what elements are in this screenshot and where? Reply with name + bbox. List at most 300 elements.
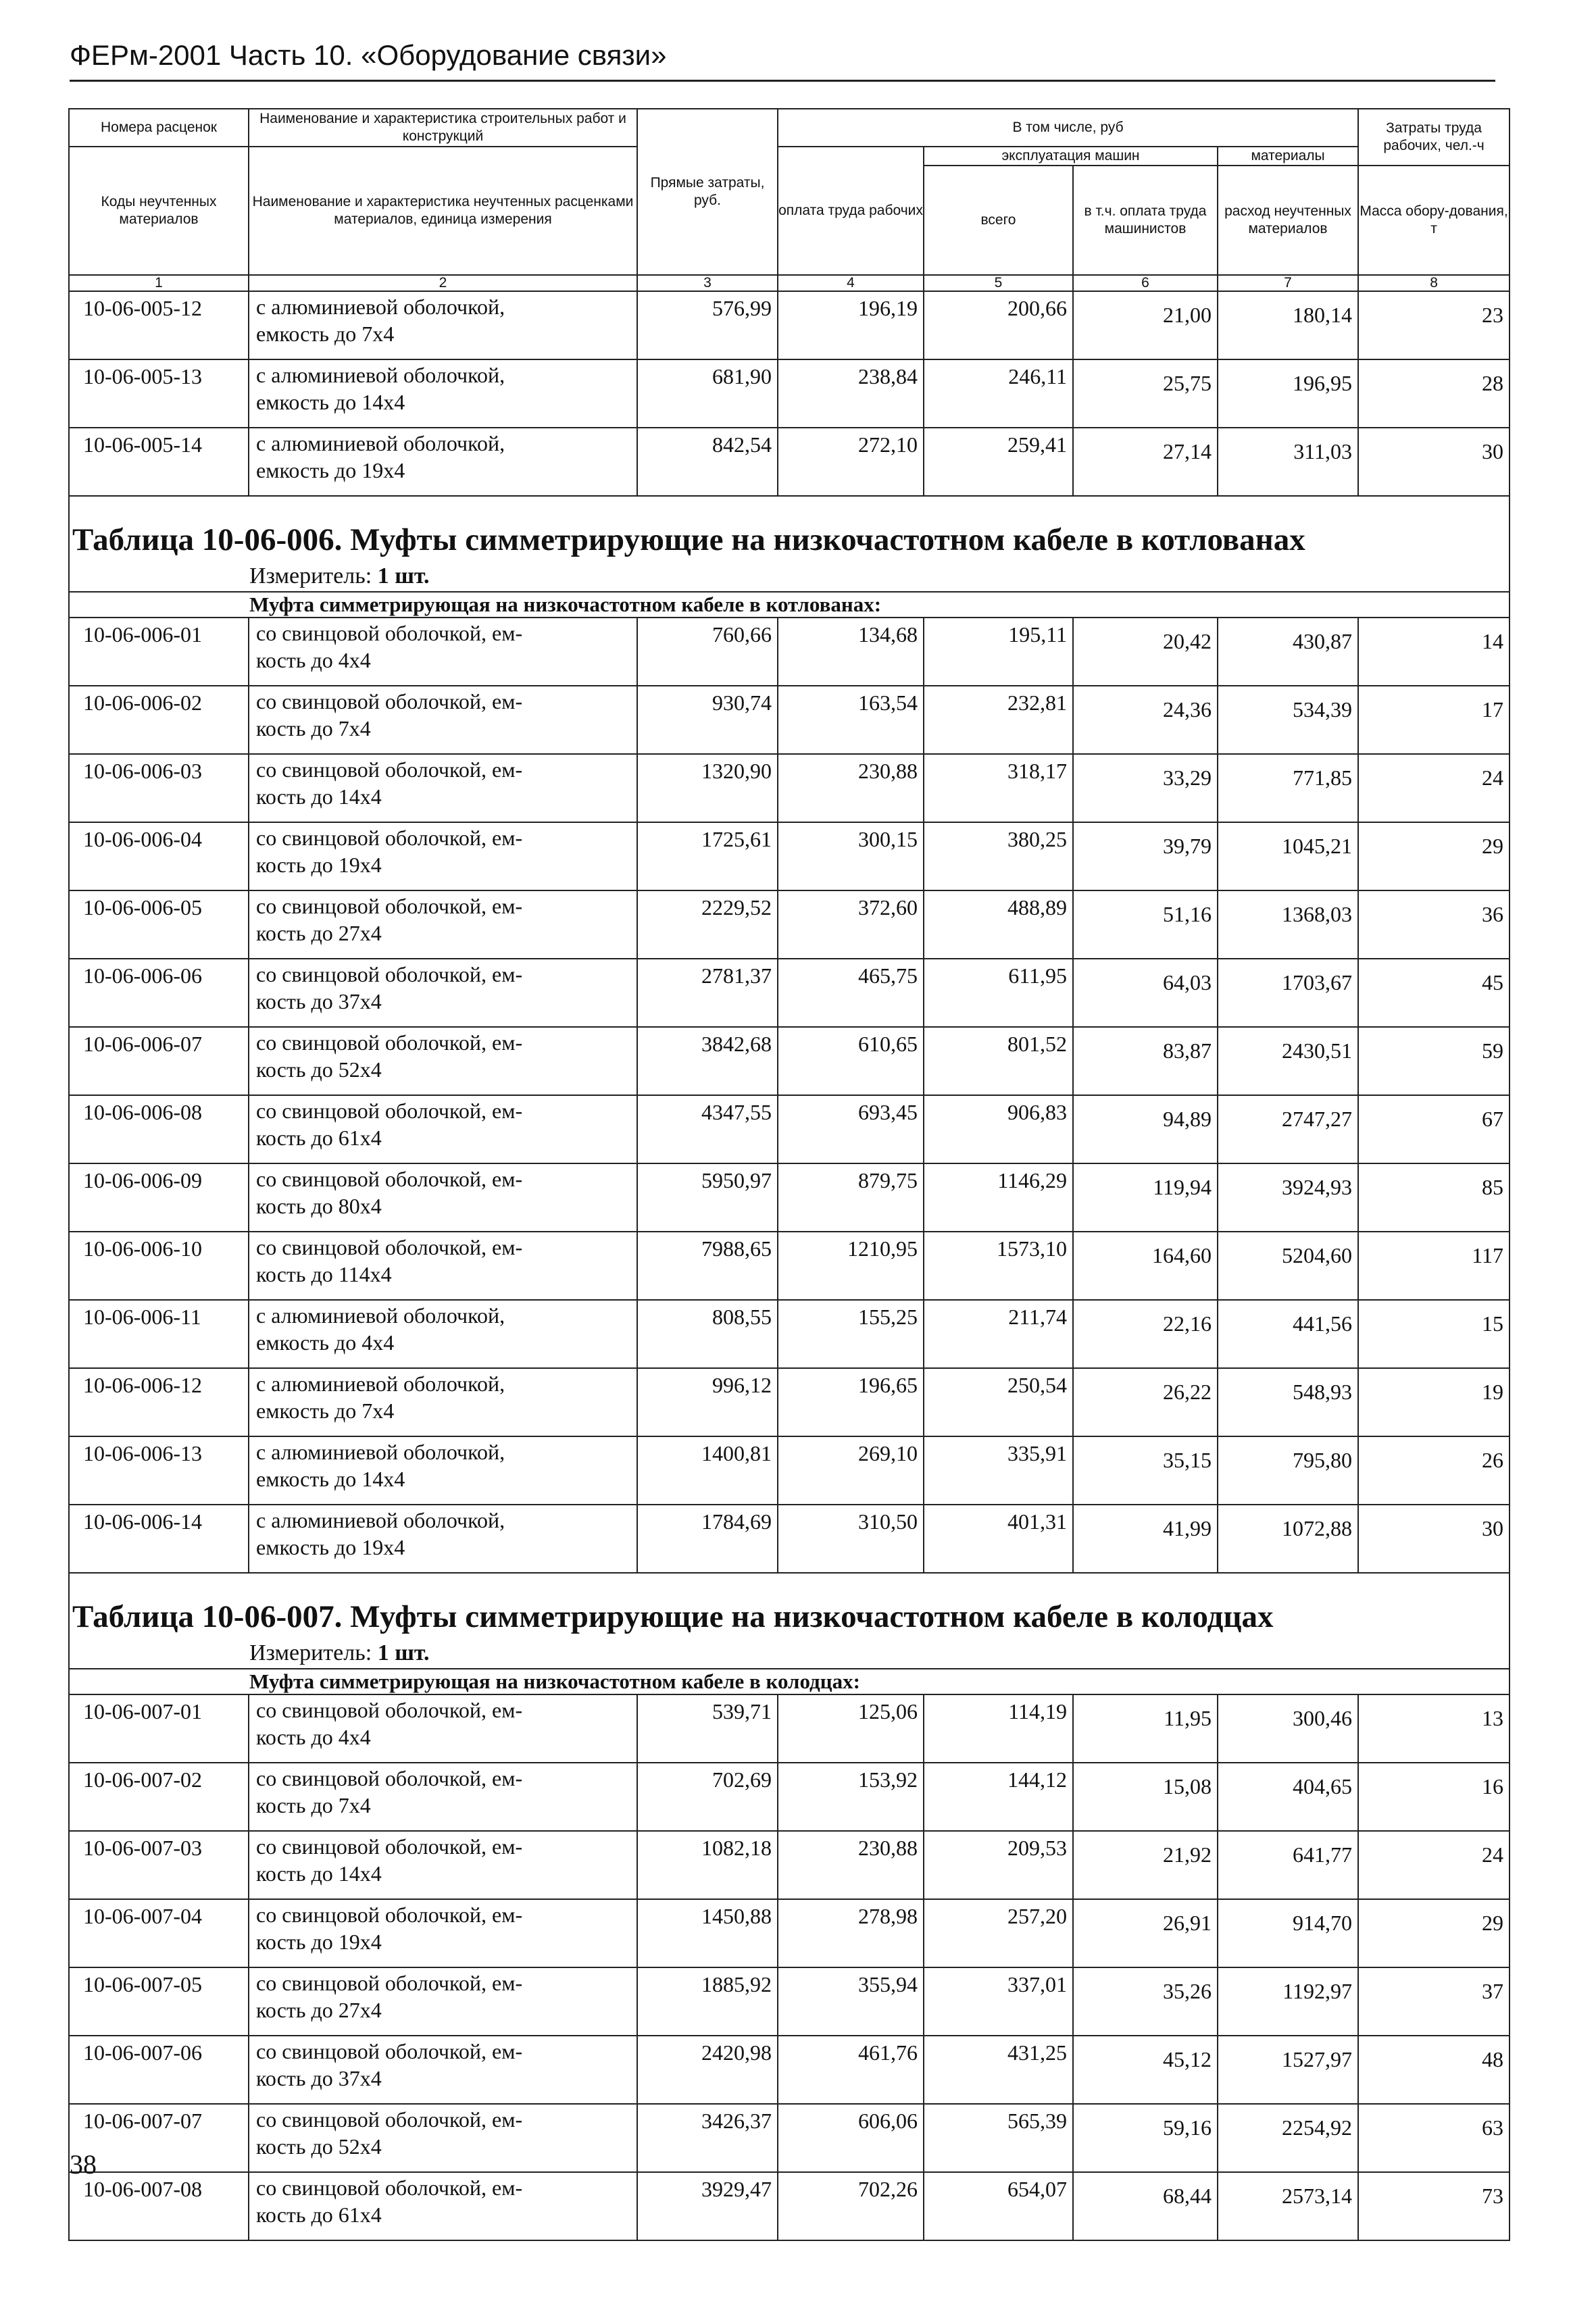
direct-costs-value: 1400,81 (637, 1436, 778, 1505)
machinist-wages-value: 68,44 (1073, 2172, 1218, 2240)
direct-costs-value: 2229,52 (637, 890, 778, 959)
machinist-wages-value: 45,12 (1073, 2036, 1218, 2104)
page-number: 38 (70, 2149, 97, 2180)
machines-total-value: 1146,29 (924, 1163, 1073, 1232)
materials-value: 441,56 (1218, 1300, 1358, 1368)
materials-value: 795,80 (1218, 1436, 1358, 1505)
labor-value: 59 (1358, 1027, 1510, 1095)
rate-code: 10-06-006-07 (69, 1027, 249, 1095)
wages-value: 125,06 (778, 1694, 924, 1763)
direct-costs-value: 996,12 (637, 1368, 778, 1436)
description-line-2: кость до 37х4 (256, 989, 382, 1014)
description-line-2: кость до 61х4 (256, 2203, 382, 2228)
wages-value: 610,65 (778, 1027, 924, 1095)
description-line-2: кость до 14х4 (256, 1861, 382, 1886)
description-line-1: с алюминиевой оболочкой, (256, 431, 505, 456)
work-description (249, 428, 637, 496)
header-name-top: Наименование и характеристика строительных работ и конструкций (249, 109, 637, 147)
machinist-wages-value: 21,92 (1073, 1831, 1218, 1899)
work-description (249, 1899, 637, 1967)
description-line-2: кость до 7х4 (256, 1793, 371, 1818)
materials-value: 1368,03 (1218, 890, 1358, 959)
work-description (249, 1095, 637, 1163)
machinist-wages-value: 33,29 (1073, 754, 1218, 822)
materials-value: 2573,14 (1218, 2172, 1358, 2240)
machinist-wages-value: 41,99 (1073, 1505, 1218, 1573)
table-row (69, 822, 1510, 890)
column-number: 8 (1358, 275, 1510, 291)
table-007-heading (69, 1573, 1510, 1694)
direct-costs-value: 3929,47 (637, 2172, 778, 2240)
header-wages: оплата труда рабочих (778, 147, 924, 275)
materials-value: 180,14 (1218, 291, 1358, 359)
description-line-1: со свинцовой оболочкой, ем- (256, 826, 523, 851)
description-line-2: кость до 37х4 (256, 2066, 382, 2091)
table-row (69, 359, 1510, 428)
rate-code: 10-06-005-13 (69, 359, 249, 428)
labor-value: 24 (1358, 1831, 1510, 1899)
description-line-1: со свинцовой оболочкой, ем- (256, 2039, 523, 2064)
labor-value: 13 (1358, 1694, 1510, 1763)
description-line-2: емкость до 4х4 (256, 1330, 395, 1355)
work-description (249, 1694, 637, 1763)
work-description (249, 291, 637, 359)
table-row (69, 754, 1510, 822)
machinist-wages-value: 94,89 (1073, 1095, 1218, 1163)
direct-costs-value: 681,90 (637, 359, 778, 428)
direct-costs-value: 760,66 (637, 618, 778, 686)
materials-value: 2254,92 (1218, 2104, 1358, 2172)
wages-value: 163,54 (778, 686, 924, 754)
direct-costs-value: 702,69 (637, 1763, 778, 1831)
labor-value: 16 (1358, 1763, 1510, 1831)
work-description (249, 1232, 637, 1300)
labor-value: 67 (1358, 1095, 1510, 1163)
work-description (249, 1436, 637, 1505)
description-line-2: кость до 4х4 (256, 648, 371, 673)
direct-costs-value: 2781,37 (637, 959, 778, 1027)
machinist-wages-value: 24,36 (1073, 686, 1218, 754)
work-description (249, 618, 637, 686)
machines-total-value: 335,91 (924, 1436, 1073, 1505)
table-row (69, 959, 1510, 1027)
machines-total-value: 565,39 (924, 2104, 1073, 2172)
materials-value: 311,03 (1218, 428, 1358, 496)
column-number: 2 (249, 275, 637, 291)
direct-costs-value: 1885,92 (637, 1967, 778, 2036)
materials-value: 1703,67 (1218, 959, 1358, 1027)
table-007-title: Таблица 10-06-007. Муфты симметрирующие на низкочастотном кабеле в колодцах (72, 1599, 1274, 1635)
materials-value: 1527,97 (1218, 2036, 1358, 2104)
rate-code: 10-06-007-06 (69, 2036, 249, 2104)
materials-value: 300,46 (1218, 1694, 1358, 1763)
work-description (249, 359, 637, 428)
machinist-wages-value: 35,26 (1073, 1967, 1218, 2036)
wages-value: 269,10 (778, 1436, 924, 1505)
direct-costs-value: 5950,97 (637, 1163, 778, 1232)
machines-total-value: 611,95 (924, 959, 1073, 1027)
column-number: 6 (1073, 275, 1218, 291)
rate-code: 10-06-006-05 (69, 890, 249, 959)
materials-value: 2747,27 (1218, 1095, 1358, 1163)
table-006-title: Таблица 10-06-006. Муфты симметрирующие на низкочастотном кабеле в котлованах (72, 522, 1305, 558)
meter-label: Измеритель: (249, 1640, 372, 1666)
labor-value: 14 (1358, 618, 1510, 686)
machines-total-value: 211,74 (924, 1300, 1073, 1368)
rate-code: 10-06-006-13 (69, 1436, 249, 1505)
labor-value: 29 (1358, 822, 1510, 890)
column-number: 1 (69, 275, 249, 291)
column-number: 7 (1218, 275, 1358, 291)
description-line-2: кость до 80х4 (256, 1194, 382, 1219)
labor-value: 29 (1358, 1899, 1510, 1967)
direct-costs-value: 1320,90 (637, 754, 778, 822)
wages-value: 272,10 (778, 428, 924, 496)
direct-costs-value: 930,74 (637, 686, 778, 754)
machinist-wages-value: 27,14 (1073, 428, 1218, 496)
table-row (69, 1694, 1510, 1763)
table-row (69, 618, 1510, 686)
description-line-1: со свинцовой оболочкой, ем- (256, 689, 523, 714)
description-line-2: кость до 114х4 (256, 1262, 392, 1287)
description-line-1: со свинцовой оболочкой, ем- (256, 1167, 523, 1192)
direct-costs-value: 1082,18 (637, 1831, 778, 1899)
labor-value: 23 (1358, 291, 1510, 359)
description-line-1: с алюминиевой оболочкой, (256, 1372, 505, 1397)
column-number: 4 (778, 275, 924, 291)
labor-value: 117 (1358, 1232, 1510, 1300)
table-007-group-heading: Муфта симметрирующая на низкочастотном кабеле в колодцах: (249, 1669, 860, 1694)
labor-value: 37 (1358, 1967, 1510, 2036)
wages-value: 606,06 (778, 2104, 924, 2172)
description-line-2: кость до 19х4 (256, 1930, 382, 1955)
materials-value: 3924,93 (1218, 1163, 1358, 1232)
labor-value: 63 (1358, 2104, 1510, 2172)
description-line-1: со свинцовой оболочкой, ем- (256, 1834, 523, 1859)
table-006-meter (249, 563, 1509, 591)
rate-code: 10-06-006-04 (69, 822, 249, 890)
description-line-1: со свинцовой оболочкой, ем- (256, 1903, 523, 1928)
description-line-2: кость до 27х4 (256, 921, 382, 946)
table-row (69, 1368, 1510, 1436)
rate-code: 10-06-006-03 (69, 754, 249, 822)
table-row (69, 428, 1510, 496)
wages-value: 196,65 (778, 1368, 924, 1436)
materials-value: 1072,88 (1218, 1505, 1358, 1573)
machines-total-value: 246,11 (924, 359, 1073, 428)
labor-value: 19 (1358, 1368, 1510, 1436)
table-row (69, 1436, 1510, 1505)
machinist-wages-value: 26,22 (1073, 1368, 1218, 1436)
wages-value: 461,76 (778, 2036, 924, 2104)
rate-code: 10-06-006-02 (69, 686, 249, 754)
machinist-wages-value: 11,95 (1073, 1694, 1218, 1763)
table-row (69, 1163, 1510, 1232)
document-body (68, 108, 1509, 2241)
work-description (249, 1967, 637, 2036)
direct-costs-value: 1450,88 (637, 1899, 778, 1967)
work-description (249, 1368, 637, 1436)
work-description (249, 1163, 637, 1232)
machinist-wages-value: 39,79 (1073, 822, 1218, 890)
wages-value: 134,68 (778, 618, 924, 686)
description-line-1: со свинцовой оболочкой, ем- (256, 1235, 523, 1260)
labor-value: 30 (1358, 1505, 1510, 1573)
description-line-2: емкость до 19х4 (256, 1535, 405, 1560)
machinist-wages-value: 26,91 (1073, 1899, 1218, 1967)
machines-total-value: 801,52 (924, 1027, 1073, 1095)
description-line-2: емкость до 19х4 (256, 458, 405, 483)
table-007-rows (69, 1694, 1510, 2240)
direct-costs-value: 539,71 (637, 1694, 778, 1763)
machines-total-value: 431,25 (924, 2036, 1073, 2104)
table-row (69, 890, 1510, 959)
rate-code: 10-06-007-02 (69, 1763, 249, 1831)
labor-value: 26 (1358, 1436, 1510, 1505)
wages-value: 355,94 (778, 1967, 924, 2036)
description-line-2: емкость до 7х4 (256, 1399, 395, 1424)
machines-total-value: 250,54 (924, 1368, 1073, 1436)
description-line-1: со свинцовой оболочкой, ем- (256, 1698, 523, 1723)
wages-value: 1210,95 (778, 1232, 924, 1300)
materials-value: 771,85 (1218, 754, 1358, 822)
table-row (69, 1899, 1510, 1967)
work-description (249, 1300, 637, 1368)
description-line-2: кость до 19х4 (256, 853, 382, 878)
table-row (69, 1232, 1510, 1300)
description-line-2: кость до 27х4 (256, 1998, 382, 2023)
table-row (69, 2172, 1510, 2240)
direct-costs-value: 842,54 (637, 428, 778, 496)
labor-value: 73 (1358, 2172, 1510, 2240)
table-row (69, 1505, 1510, 1573)
direct-costs-value: 3842,68 (637, 1027, 778, 1095)
description-line-2: кость до 7х4 (256, 716, 371, 741)
labor-value: 30 (1358, 428, 1510, 496)
work-description (249, 2172, 637, 2240)
wages-value: 230,88 (778, 754, 924, 822)
rate-code: 10-06-007-07 (69, 2104, 249, 2172)
column-number: 3 (637, 275, 778, 291)
labor-value: 45 (1358, 959, 1510, 1027)
machinist-wages-value: 15,08 (1073, 1763, 1218, 1831)
machines-total-value: 1573,10 (924, 1232, 1073, 1300)
header-direct-costs: Прямые затраты, руб. (637, 109, 778, 275)
rate-code: 10-06-006-09 (69, 1163, 249, 1232)
description-line-2: кость до 52х4 (256, 1057, 382, 1082)
machines-total-value: 195,11 (924, 618, 1073, 686)
materials-value: 548,93 (1218, 1368, 1358, 1436)
machinist-wages-value: 51,16 (1073, 890, 1218, 959)
rate-code: 10-06-007-04 (69, 1899, 249, 1967)
work-description (249, 686, 637, 754)
wages-value: 879,75 (778, 1163, 924, 1232)
wages-value: 196,19 (778, 291, 924, 359)
direct-costs-value: 4347,55 (637, 1095, 778, 1163)
description-line-1: со свинцовой оболочкой, ем- (256, 962, 523, 987)
direct-costs-value: 2420,98 (637, 2036, 778, 2104)
machinist-wages-value: 59,16 (1073, 2104, 1218, 2172)
wages-value: 278,98 (778, 1899, 924, 1967)
description-line-2: емкость до 7х4 (256, 322, 395, 347)
header-name-bottom: Наименование и характеристика неучтенных расценками материалов, единица измерения (249, 147, 637, 275)
meter-label: Измеритель: (249, 563, 372, 589)
machines-total-value: 209,53 (924, 1831, 1073, 1899)
direct-costs-value: 7988,65 (637, 1232, 778, 1300)
description-line-1: со свинцовой оболочкой, ем- (256, 1099, 523, 1124)
header-labor: Затраты труда рабочих, чел.-ч (1358, 109, 1510, 166)
machinist-wages-value: 119,94 (1073, 1163, 1218, 1232)
description-line-1: со свинцовой оболочкой, ем- (256, 894, 523, 919)
rate-code: 10-06-006-12 (69, 1368, 249, 1436)
wages-value: 238,84 (778, 359, 924, 428)
machines-total-value: 401,31 (924, 1505, 1073, 1573)
description-line-1: с алюминиевой оболочкой, (256, 363, 505, 388)
work-description (249, 1831, 637, 1899)
labor-value: 85 (1358, 1163, 1510, 1232)
description-line-1: со свинцовой оболочкой, ем- (256, 1766, 523, 1791)
materials-value: 914,70 (1218, 1899, 1358, 1967)
direct-costs-value: 808,55 (637, 1300, 778, 1368)
machinist-wages-value: 164,60 (1073, 1232, 1218, 1300)
description-line-1: со свинцовой оболочкой, ем- (256, 1030, 523, 1055)
description-line-2: емкость до 14х4 (256, 390, 405, 415)
description-line-1: со свинцовой оболочкой, ем- (256, 1971, 523, 1996)
rate-code: 10-06-007-03 (69, 1831, 249, 1899)
work-description (249, 1763, 637, 1831)
labor-value: 48 (1358, 2036, 1510, 2104)
table-header (69, 109, 1510, 291)
table-row (69, 2104, 1510, 2172)
work-description (249, 1027, 637, 1095)
rate-code: 10-06-007-01 (69, 1694, 249, 1763)
table-006-group-heading: Муфта симметрирующая на низкочастотном кабеле в котлованах: (249, 593, 882, 617)
description-line-2: кость до 14х4 (256, 784, 382, 809)
machines-total-value: 259,41 (924, 428, 1073, 496)
wages-value: 300,15 (778, 822, 924, 890)
direct-costs-value: 3426,37 (637, 2104, 778, 2172)
header-codes-top: Номера расценок (69, 109, 249, 147)
header-codes-bottom: Коды неучтенных материалов (69, 147, 249, 275)
norms-table (68, 108, 1510, 2241)
labor-value: 15 (1358, 1300, 1510, 1368)
description-line-1: с алюминиевой оболочкой, (256, 1508, 505, 1533)
header-machinist-wages: в т.ч. оплата труда машинистов (1073, 166, 1218, 275)
machinist-wages-value: 64,03 (1073, 959, 1218, 1027)
work-description (249, 890, 637, 959)
table-006-rows (69, 618, 1510, 1573)
machines-total-value: 114,19 (924, 1694, 1073, 1763)
wages-value: 693,45 (778, 1095, 924, 1163)
description-line-2: кость до 61х4 (256, 1126, 382, 1151)
materials-value: 1045,21 (1218, 822, 1358, 890)
header-materials-use: расход неучтенных материалов (1218, 166, 1358, 275)
meter-value: 1 шт. (377, 563, 430, 589)
table-007-meter (249, 1640, 1509, 1668)
machinist-wages-value: 22,16 (1073, 1300, 1218, 1368)
header-machines-total: всего (924, 166, 1073, 275)
rate-code: 10-06-006-06 (69, 959, 249, 1027)
description-line-1: с алюминиевой оболочкой, (256, 1303, 505, 1328)
direct-costs-value: 1784,69 (637, 1505, 778, 1573)
page-header: ФЕРм-2001 Часть 10. «Оборудование связи» (70, 39, 667, 71)
table-row (69, 686, 1510, 754)
table-row (69, 1095, 1510, 1163)
machinist-wages-value: 35,15 (1073, 1436, 1218, 1505)
materials-value: 641,77 (1218, 1831, 1358, 1899)
wages-value: 230,88 (778, 1831, 924, 1899)
machines-total-value: 200,66 (924, 291, 1073, 359)
machinist-wages-value: 21,00 (1073, 291, 1218, 359)
table-row (69, 291, 1510, 359)
table-row (69, 1300, 1510, 1368)
rate-code: 10-06-007-08 (69, 2172, 249, 2240)
wages-value: 155,25 (778, 1300, 924, 1368)
machinist-wages-value: 25,75 (1073, 359, 1218, 428)
table-row (69, 1967, 1510, 2036)
materials-value: 404,65 (1218, 1763, 1358, 1831)
direct-costs-value: 576,99 (637, 291, 778, 359)
description-line-2: кость до 4х4 (256, 1725, 371, 1750)
header-materials: материалы (1218, 147, 1358, 166)
description-line-1: со свинцовой оболочкой, ем- (256, 2107, 523, 2132)
rate-code: 10-06-006-10 (69, 1232, 249, 1300)
description-line-1: со свинцовой оболочкой, ем- (256, 621, 523, 646)
wages-value: 310,50 (778, 1505, 924, 1573)
machines-total-value: 488,89 (924, 890, 1073, 959)
work-description (249, 754, 637, 822)
materials-value: 5204,60 (1218, 1232, 1358, 1300)
materials-value: 534,39 (1218, 686, 1358, 754)
rate-code: 10-06-005-14 (69, 428, 249, 496)
description-line-2: емкость до 14х4 (256, 1467, 405, 1492)
rate-code: 10-06-005-12 (69, 291, 249, 359)
table-row (69, 1763, 1510, 1831)
header-including: В том числе, руб (778, 109, 1358, 147)
rate-code: 10-06-006-08 (69, 1095, 249, 1163)
table-row (69, 2036, 1510, 2104)
rate-code: 10-06-006-01 (69, 618, 249, 686)
machines-total-value: 380,25 (924, 822, 1073, 890)
machines-total-value: 232,81 (924, 686, 1073, 754)
wages-value: 702,26 (778, 2172, 924, 2240)
work-description (249, 2036, 637, 2104)
table-row (69, 1027, 1510, 1095)
machines-total-value: 654,07 (924, 2172, 1073, 2240)
machinist-wages-value: 83,87 (1073, 1027, 1218, 1095)
description-line-1: со свинцовой оболочкой, ем- (256, 2175, 523, 2200)
machines-total-value: 906,83 (924, 1095, 1073, 1163)
rate-code: 10-06-006-11 (69, 1300, 249, 1368)
header-machines: эксплуатация машин (924, 147, 1218, 166)
machines-total-value: 257,20 (924, 1899, 1073, 1967)
machines-total-value: 318,17 (924, 754, 1073, 822)
rate-code: 10-06-006-14 (69, 1505, 249, 1573)
materials-value: 2430,51 (1218, 1027, 1358, 1095)
labor-value: 36 (1358, 890, 1510, 959)
wages-value: 372,60 (778, 890, 924, 959)
direct-costs-value: 1725,61 (637, 822, 778, 890)
header-mass: Масса обору-дования, т (1358, 166, 1510, 275)
description-line-1: с алюминиевой оболочкой, (256, 1440, 505, 1465)
meter-value: 1 шт. (377, 1640, 430, 1666)
rate-code: 10-06-007-05 (69, 1967, 249, 2036)
materials-value: 196,95 (1218, 359, 1358, 428)
work-description (249, 1505, 637, 1573)
materials-value: 430,87 (1218, 618, 1358, 686)
description-line-1: со свинцовой оболочкой, ем- (256, 757, 523, 782)
work-description (249, 822, 637, 890)
